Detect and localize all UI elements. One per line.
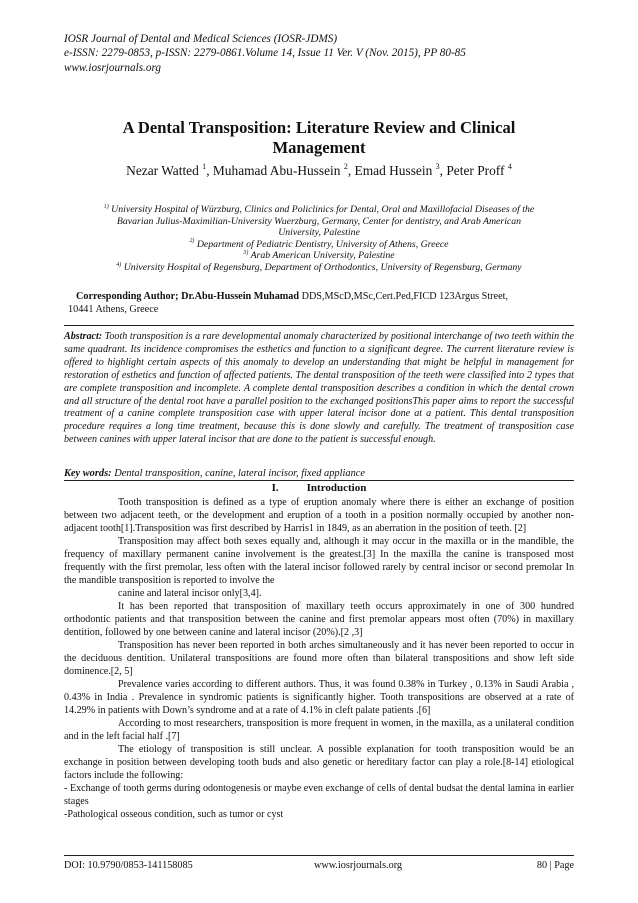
- author-separator: ,: [206, 163, 213, 178]
- corresponding-details: DDS,MScD,MSc,Cert.Ped,FICD 123Argus Street,: [299, 291, 508, 302]
- journal-name: IOSR Journal of Dental and Medical Sciences (IOSR-JDMS): [64, 33, 338, 45]
- author-affil-number: 2: [343, 161, 348, 171]
- affiliation-1-cont: Bavarian Julius-Maximilian-University Wuerzburg, Germany, Center for dentistry, and Arab American: [116, 215, 522, 227]
- section-heading: [64, 482, 574, 495]
- affiliation-1-cont: University, Palestine: [278, 227, 360, 239]
- paragraph: Transposition has never been reported in both arches simultaneously and it has never been reported to occur in the deciduous dentition. Unilateral transpositions are found more often than bilateral transpositions and show left side dominence.[2, 5]: [64, 640, 574, 677]
- paragraph: canine and lateral incisor only[3,4].: [118, 588, 262, 599]
- author-name: Emad Hussein: [354, 163, 436, 178]
- affiliation-2: $^{2)}$ Department of Pediatric Dentistry, University of Athens, Greece: [189, 238, 449, 250]
- paper-title: [64, 118, 574, 158]
- paragraph: Tooth transposition is defined as a type of eruption anomaly where there is either an exchange of position between two adjacent teeth, or the development and eruption of a tooth in a position normally occupied by another non-adjacent tooth[1].Transposition was first described by Harris1 in 1849, as an aberration in the position of teeth. [2]: [64, 497, 574, 534]
- paragraph: Transposition may affect both sexes equally and, although it may occur in the maxilla or in the mandible, the frequency of maxillary permanent canine involvement is the greatest.[3] In the maxilla the canine is transposed most frequently with the first premolar, less often with the lateral incisor followed rarely by central incisor or second premolar In the mandible transposition is reported to involve the: [64, 536, 574, 586]
- journal-website: www.iosrjournals.org: [64, 61, 161, 74]
- page-number: 80 | Page: [536, 860, 574, 871]
- title-line-1: A Dental Transposition: Literature Review and Clinical: [122, 118, 516, 137]
- affiliation-1: $^{1)}$ University Hospital of Würzburg, Clinics and Policlinics for Dental, Oral and Maxillofacial Diseases of the: [103, 203, 535, 215]
- author-name: Nezar Watted: [126, 163, 203, 178]
- keywords-label: Key words:: [64, 468, 112, 479]
- abstract-label: Abstract:: [64, 331, 103, 342]
- title-line-2: Management: [272, 138, 366, 157]
- author-affil-number: 3: [435, 161, 440, 171]
- abstract: [64, 331, 574, 447]
- doi: DOI: 10.9790/0853-141158085: [64, 860, 193, 871]
- author-separator: ,: [347, 163, 355, 178]
- corresponding-label: Corresponding Author; Dr.Abu-Hussein Muhamad: [76, 291, 300, 302]
- footer-website: www.iosrjournals.org: [314, 860, 403, 871]
- section-title: Introduction: [306, 482, 367, 494]
- paragraph: It has been reported that transposition of maxillary teeth occurs approximately in one of 300 hundred orthodontic patients and that transposition between the canine and first premolar appears most often (70%) in maxillary dentition, followed by one between canine and lateral incisor (20%).[2 ,3]: [64, 601, 574, 638]
- section-number: I.: [271, 482, 279, 494]
- abstract-text: Tooth transposition is a rare developmental anomaly characterized by positional interchange of two teeth within the same quadrant. Its incidence compromises the esthetics and function to a significant degree. The current literature review is offered to highlight certain aspects of this anomaly to develop an understanding that might be helpful in management for restoration of esthetics and function of affected patients. The dental transposition of the teeth were classified into 2 types that are complete transposition and incomplete. A complete dental transposition describes a condition in which the dental crown and all structure of the dental root have a parallel position to the exchanged positionsThis paper aims to report the successful treatment of a canine complete transposition case with upper lateral incisor done at a patient. This dental transposition procedure requires a long time treatment, because this is done slowly and carefully. The treatment of transposition case between canines with upper lateral incisor that are done to the patient is successful enough.: [64, 331, 574, 446]
- affiliation-3: $^{3)}$ Arab American University, Palestine: [243, 249, 395, 262]
- running-header: [64, 32, 584, 75]
- keywords: [64, 467, 574, 480]
- divider-bottom: [64, 480, 574, 481]
- author-separator: ,: [439, 163, 447, 178]
- issn-line: e-ISSN: 2279-0853, p-ISSN: 2279-0861.Volume 14, Issue 11 Ver. V (Nov. 2015), PP 80-85: [64, 47, 466, 60]
- paragraph: The etiology of transposition is still unclear. A possible explanation for tooth transposition would be an exchange in position between developing tooth buds and also genetic or hereditary factor can play a role.[8-14] etiological factors include the following:: [64, 744, 574, 781]
- affiliations: [64, 204, 574, 274]
- corresponding-address: 10441 Athens, Greece: [68, 304, 159, 316]
- corresponding-author: [64, 290, 574, 316]
- author-affil-number: 4: [507, 161, 512, 171]
- paragraph: Prevalence varies according to different authors. Thus, it was found 0.38% in Turkey , 0.13% in Saudi Arabia , 0.43% in India . Prevalence in syndromic patients is significantly higher. Tooth transpositions are observed at a rate of 14.29% in patients with Down’s syndrome and at a rate of 4.1% in cleft palate patients .[6]: [64, 679, 574, 716]
- footer-divider: [64, 855, 574, 856]
- affiliation-4: $^{4)}$ University Hospital of Regensburg, Department of Orthodontics, University of Regensburg, Germany: [116, 261, 522, 273]
- author-list: [64, 163, 574, 179]
- body-text: [64, 496, 574, 821]
- author-name: Muhamad Abu-Hussein: [212, 163, 344, 178]
- author-affil-number: 1: [202, 161, 207, 171]
- paragraph: According to most researchers, transposition is more frequent in women, in the maxilla, as a unilateral condition and in the left facial half .[7]: [64, 718, 574, 742]
- list-item: - Exchange of tooth germs during odontogenesis or maybe even exchange of cells of dental budsat the dental lamina in earlier stages: [64, 783, 574, 807]
- author-name: Peter Proff: [446, 163, 508, 178]
- list-item: -Pathological osseous condition, such as tumor or cyst: [64, 809, 284, 820]
- divider-top: [64, 325, 574, 326]
- keywords-text: Dental transposition, canine, lateral incisor, fixed appliance: [111, 468, 366, 479]
